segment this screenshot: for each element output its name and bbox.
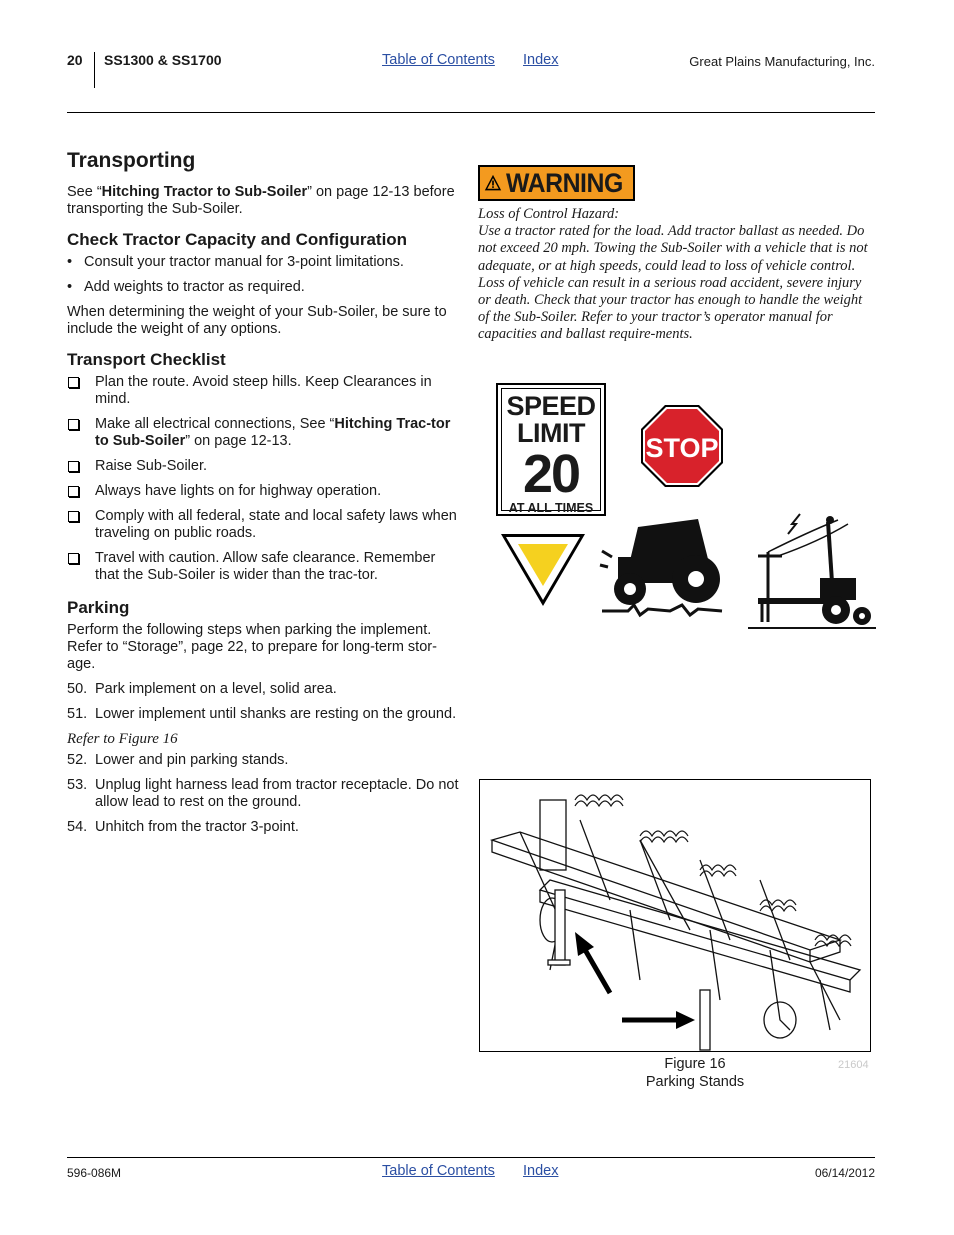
stop-text: STOP bbox=[645, 433, 719, 463]
footer-index-link[interactable]: Index bbox=[523, 1163, 559, 1179]
transport-checklist bbox=[67, 374, 462, 584]
intro-reference: Hitching Tractor to Sub-Soiler bbox=[101, 184, 308, 200]
speed-value: 20 bbox=[522, 444, 580, 504]
footer-toc-link[interactable]: Table of Contents bbox=[382, 1163, 495, 1179]
warning-body bbox=[478, 206, 876, 344]
power-line-hazard-icon bbox=[748, 512, 876, 630]
header-toc-link[interactable]: Table of Contents bbox=[382, 52, 495, 68]
figure-reference: Refer to Figure 16 bbox=[67, 731, 178, 747]
checklist-item: Make all electrical connections, See “Hitching Trac-tor to Sub-Soiler” on page 12-13. bbox=[67, 416, 462, 450]
figure-number: Figure 16 bbox=[664, 1056, 726, 1072]
stop-sign-icon bbox=[640, 404, 724, 488]
speed-word: SPEED bbox=[506, 391, 596, 421]
parking-steps-b bbox=[67, 752, 462, 836]
speed-limit-sign bbox=[496, 383, 606, 516]
checklist-item: Raise Sub-Soiler. bbox=[67, 458, 462, 475]
warning-label bbox=[478, 165, 635, 201]
yield-sign-icon bbox=[500, 533, 586, 607]
list-item: • Consult your tractor manual for 3-point limitations. bbox=[67, 254, 462, 271]
company-name: Great Plains Manufacturing, Inc. bbox=[689, 54, 875, 69]
list-item: • Add weights to tractor as required. bbox=[67, 279, 462, 296]
checklist-item: Travel with caution. Allow safe clearance. Remember that the Sub-Soiler is wider than the trac-tor. bbox=[67, 550, 462, 584]
list-item: 54. Unhitch from the tractor 3-point. bbox=[67, 819, 299, 835]
document-date: 06/14/2012 bbox=[814, 1166, 875, 1180]
sub-soiler-illustration bbox=[480, 780, 870, 1051]
limit-word: LIMIT bbox=[517, 418, 585, 448]
tractor-loss-of-control-icon bbox=[598, 517, 726, 621]
header-rule bbox=[67, 112, 875, 113]
footer-rule bbox=[67, 1157, 875, 1158]
hazard-text: Use a tractor rated for the load. Add tractor ballast as needed. Do not exceed 20 mph. Towing the Sub-Soiler with a vehicle that is not adequate, or at high speeds, could lead to loss of vehicle control. Loss of vehicle can result in a serious road accident, severe injury or death. Check that your tractor has enough to handle the weight of the Sub-Soiler. Refer to your tractor’s operator manual for capacities and ballast require-ments. bbox=[478, 223, 868, 343]
parking-intro: Perform the following steps when parking the implement. Refer to “Storage”, page 22, to prepare for long-term stor-age. bbox=[67, 622, 437, 672]
figure-image bbox=[479, 779, 871, 1052]
list-item: 52. Lower and pin parking stands. bbox=[67, 752, 289, 768]
capacity-heading: Check Tractor Capacity and Configuration bbox=[67, 230, 408, 249]
header-divider bbox=[94, 52, 95, 88]
checklist-heading: Transport Checklist bbox=[67, 350, 226, 369]
model-title: SS1300 & SS1700 bbox=[104, 52, 222, 68]
list-item: 53. Unplug light harness lead from tractor receptacle. Do not allow lead to rest on the ground. bbox=[67, 777, 459, 810]
list-item: 51. Lower implement until shanks are resting on the ground. bbox=[67, 706, 457, 722]
arrow-up-left-icon bbox=[575, 932, 610, 993]
parking-heading: Parking bbox=[67, 598, 130, 617]
section-intro: See “Hitching Tractor to Sub-Soiler” on page 12-13 before transporting the Sub-Soiler. bbox=[67, 184, 455, 217]
header-index-link[interactable]: Index bbox=[523, 52, 559, 68]
checklist-item: Comply with all federal, state and local safety laws when traveling on public roads. bbox=[67, 508, 462, 542]
figure-id: 21604 bbox=[838, 1059, 869, 1071]
figure-caption bbox=[600, 1055, 790, 1091]
checklist-item: Plan the route. Avoid steep hills. Keep Clearances in mind. bbox=[67, 374, 462, 408]
section-title: Transporting bbox=[67, 149, 196, 172]
hazard-title: Loss of Control Hazard: bbox=[478, 206, 620, 222]
capacity-note: When determining the weight of your Sub-Soiler, be sure to include the weight of any options. bbox=[67, 304, 447, 337]
checklist-item: Always have lights on for highway operation. bbox=[67, 483, 462, 500]
arrow-right-icon bbox=[622, 1011, 695, 1029]
document-number: 596-086M bbox=[67, 1166, 122, 1180]
capacity-bullets bbox=[67, 254, 462, 296]
warning-triangle-icon bbox=[484, 172, 502, 194]
page-number: 20 bbox=[67, 52, 83, 68]
figure-title: Parking Stands bbox=[645, 1074, 745, 1090]
speed-note: AT ALL TIMES bbox=[508, 501, 594, 515]
list-item: 50. Park implement on a level, solid area. bbox=[67, 681, 337, 697]
warning-word: WARNING bbox=[506, 168, 623, 198]
left-column bbox=[67, 148, 462, 844]
parking-steps-a bbox=[67, 681, 462, 723]
